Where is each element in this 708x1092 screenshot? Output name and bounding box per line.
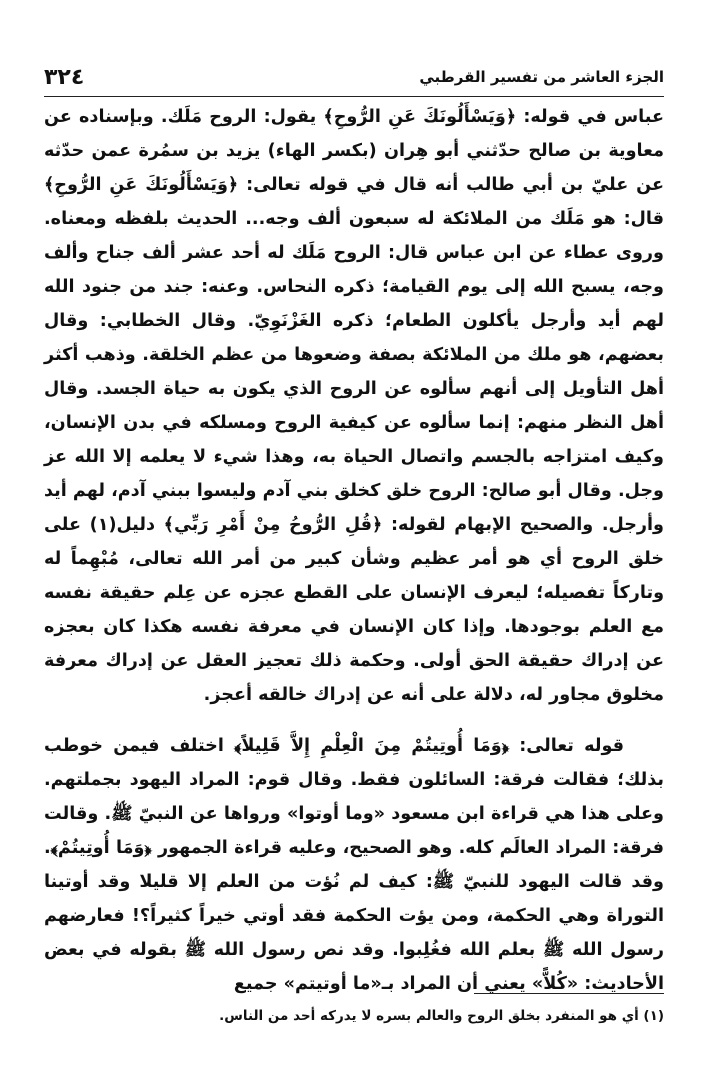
- page-number: ٣٢٤: [44, 64, 85, 90]
- page-header: [44, 60, 664, 94]
- footnote-divider: [474, 993, 664, 994]
- running-title: الجزء العاشر من تفسير القرطبي: [419, 68, 664, 86]
- main-text: [44, 100, 664, 1001]
- header-divider: [44, 96, 664, 97]
- footnote: (١) أي هو المنفرد بخلق الروح والعالم بسره لا يدركه أحد من الناس.: [219, 1008, 664, 1024]
- paragraph-1: عباس في قوله: ﴿وَيَسْأَلُونَكَ عَنِ الرُّوحِ﴾ يقول: الروح مَلَك. وبإسناده عن معاوية بن صالح حدّثني أبو هِران (بكسر الهاء) يزيد بن سمُرة عمن حدّثه عن عليّ بن أبي طالب أنه قال في قوله تعالى: ﴿وَيَسْأَلُونَكَ عَنِ الرُّوحِ﴾ قال: هو مَلَك من الملائكة له سبعون ألف وجه... الحديث بلفظه ومعناه. وروى عطاء عن ابن عباس قال: الروح مَلَك له أحد عشر ألف جناح وألف وجه، يسبح الله إلى يوم القيامة؛ ذكره النحاس. وعنه: جند من جنود الله لهم أيد وأرجل يأكلون الطعام؛ ذكره الغَزْنَوِيّ. وقال الخطابي: وقال بعضهم، هو ملك من الملائكة بصفة وضعوها من عظم الخلقة. وذهب أكثر أهل التأويل إلى أنهم سألوه عن الروح الذي يكون به حياة الجسد. وقال أهل النظر منهم: إنما سألوه عن كيفية الروح ومسلكه في بدن الإنسان، وكيف امتزاجه بالجسم واتصال الحياة به، وهذا شيء لا يعلمه إلا الله عز وجل. وقال أبو صالح: الروح خلق كخلق بني آدم وليسوا ببني آدم، لهم أيد وأرجل. والصحيح الإبهام لقوله: ﴿قُلِ الرُّوحُ مِنْ أَمْرِ رَبِّي﴾ دليل(١) على خلق الروح أي هو أمر عظيم وشأن كبير من أمر الله تعالى، مُبْهِماً له وتاركاً تفصيله؛ ليعرف الإنسان على القطع عجزه عن عِلم حقيقة نفسه مع العلم بوجودها. وإذا كان الإنسان في معرفة نفسه هكذا كان بعجزه عن إدراك حقيقة الحق أولى. وحكمة ذلك تعجيز العقل عن إدراك معرفة مخلوق مجاور له، دلالة على أنه عن إدراك خالقه أعجز.: [44, 107, 664, 705]
- paragraph-2: قوله تعالى: ﴿وَمَا أُوتِيتُمْ مِنَ الْعِلْمِ إِلاَّ قَلِيلاً﴾ اختلف فيمن خوطب بذلك؛ فقالت فرقة: السائلون فقط. وقال قوم: المراد اليهود بجملتهم. وعلى هذا هي قراءة ابن مسعود «وما أوتوا» ورواها عن النبيّ ﷺ. وقالت فرقة: المراد العالَم كله. وهو الصحيح، وعليه قراءة الجمهور ﴿وَمَا أُوتِيتُمْ﴾. وقد قالت اليهود للنبيّ ﷺ: كيف لم نُؤت من العلم إلا قليلا وقد أوتينا التوراة وهي الحكمة، ومن يؤت الحكمة فقد أوتي خيراً كثيراً؟! فعارضهم رسول الله ﷺ بعلم الله فغُلِبوا. وقد نص رسول الله ﷺ بقوله في بعض الأحاديث: «كُلاًّ» يعني أن المراد بـ«ما أوتيتم» جميع: [44, 736, 664, 994]
